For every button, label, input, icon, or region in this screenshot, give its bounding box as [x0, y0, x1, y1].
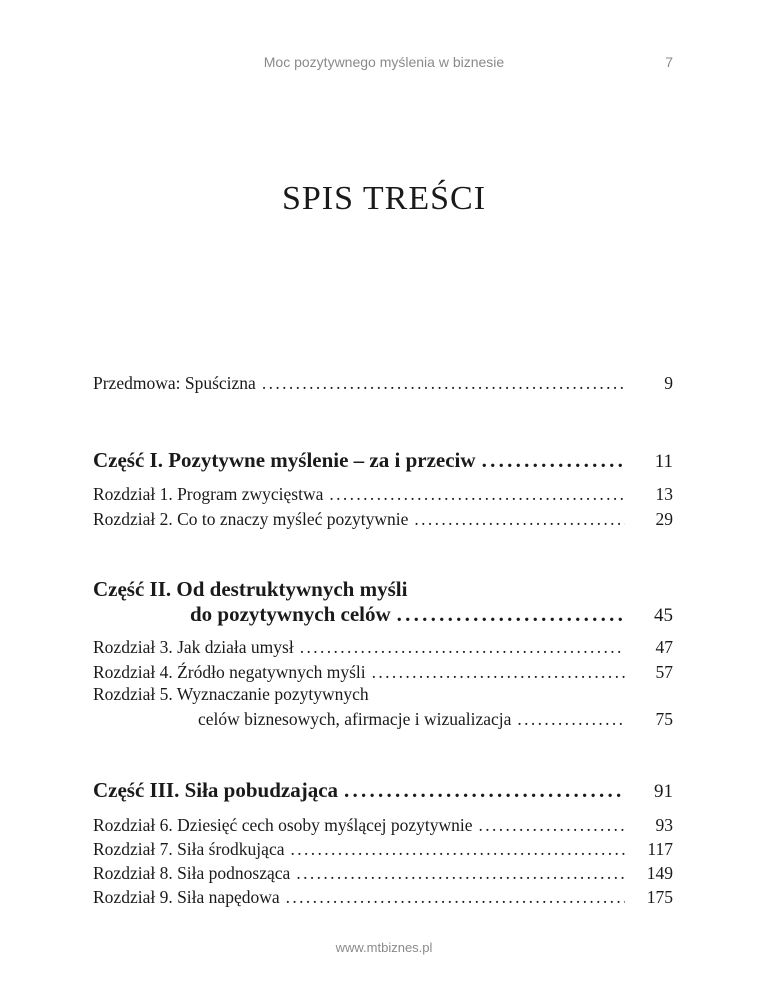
toc-part-3: [93, 778, 673, 806]
toc-part-text: Część III. Siła pobudzająca: [93, 778, 339, 802]
toc-entry-page: 149: [646, 863, 673, 883]
toc-entry-page: 75: [655, 709, 673, 729]
footer-website: www.mtbiznes.pl: [335, 940, 433, 955]
toc-entry-page: 9: [664, 373, 673, 393]
leader-dots: [290, 839, 625, 860]
toc-entry-text: Rozdział 2. Co to znaczy myśleć pozytywnie: [93, 509, 409, 529]
toc-part-text: do pozytywnych celów: [190, 602, 391, 626]
leader-dots: [262, 373, 625, 394]
toc-entry-page: 57: [655, 662, 673, 682]
leader-dots: [482, 448, 625, 473]
toc-part-text: Część I. Pozytywne myślenie – za i przeciw: [93, 448, 476, 472]
toc-entry-page: 93: [655, 815, 673, 835]
toc-part-1: [93, 448, 673, 476]
toc-chapter-3: [93, 637, 673, 661]
toc-chapter-7: [93, 839, 673, 863]
toc-entry-page: 47: [655, 637, 673, 657]
leader-dots: [397, 602, 625, 627]
leader-dots: [296, 863, 625, 884]
toc-entry-text: Rozdział 9. Siła napędowa: [93, 887, 280, 907]
leader-dots: [344, 778, 625, 803]
toc-chapter-8: [93, 863, 673, 887]
leader-dots: [300, 637, 625, 658]
leader-dots: [479, 815, 625, 836]
toc-entry-page: 13: [655, 484, 673, 504]
toc-entry-text: Rozdział 8. Siła podnosząca: [93, 863, 291, 883]
toc-entry-text: celów biznesowych, afirmacje i wizualizacja: [198, 709, 512, 729]
leader-dots: [414, 509, 625, 530]
toc-entry-text: Rozdział 7. Siła środkująca: [93, 839, 285, 859]
toc-chapter-5: [198, 709, 673, 733]
toc-entry-page: 175: [646, 887, 673, 907]
toc-part-2-line1: Część II. Od destruktywnych myśli: [93, 577, 408, 601]
toc-chapter-1: [93, 484, 673, 508]
toc-chapter-4: [93, 662, 673, 686]
toc-chapter-2: [93, 509, 673, 533]
toc-entry-text: Rozdział 1. Program zwycięstwa: [93, 484, 324, 504]
leader-dots: [286, 887, 625, 908]
toc-entry-text: Rozdział 4. Źródło negatywnych myśli: [93, 662, 366, 682]
toc-part-page: 11: [654, 451, 673, 472]
leader-dots: [329, 484, 625, 505]
toc-entry-text: Rozdział 6. Dziesięć cech osoby myślącej pozytywnie: [93, 815, 473, 835]
toc-chapter-9: [93, 887, 673, 911]
toc-entry-preface: [93, 373, 673, 397]
toc-entry-text: Przedmowa: Spuścizna: [93, 373, 256, 393]
leader-dots: [372, 662, 625, 683]
toc-chapter-6: [93, 815, 673, 839]
toc-title: SPIS TREŚCI: [281, 180, 487, 217]
page-number: 7: [665, 54, 673, 70]
toc-part-page: 45: [654, 605, 673, 626]
toc-entry-page: 29: [655, 509, 673, 529]
book-title: Moc pozytywnego myślenia w biznesie: [263, 54, 505, 70]
toc-entry-text: Rozdział 3. Jak działa umysł: [93, 637, 294, 657]
leader-dots: [517, 709, 625, 730]
toc-chapter-5-line1: Rozdział 5. Wyznaczanie pozytywnych: [93, 684, 369, 704]
toc-entry-page: 117: [647, 839, 673, 859]
toc-part-page: 91: [654, 781, 673, 802]
toc-part-2: [190, 602, 673, 630]
